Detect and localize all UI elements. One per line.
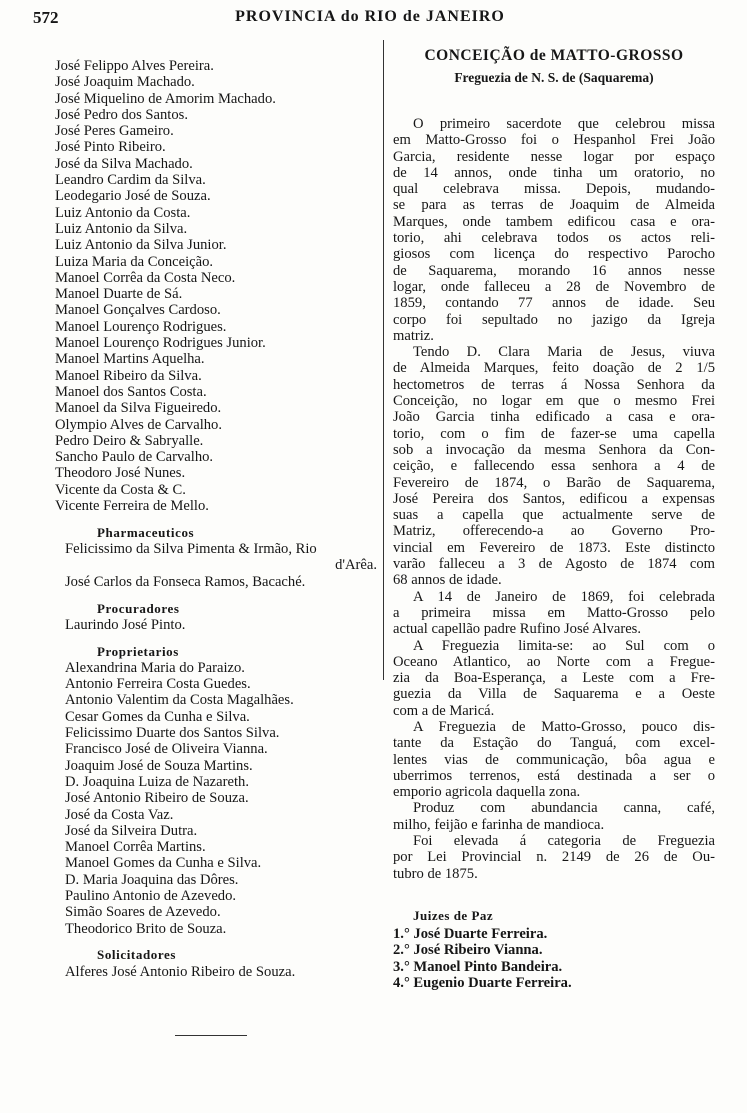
paragraph-line: torio, com o fim de fazer-se uma capella	[393, 425, 715, 442]
name-entry: Vicente Ferreira de Mello.	[55, 498, 209, 515]
list-entry: Alferes José Antonio Ribeiro de Souza.	[65, 963, 296, 980]
paragraph-line: milho, feijão e farinha de mandioca.	[393, 816, 605, 833]
name-entry: Manoel Ribeiro da Silva.	[55, 367, 202, 384]
paragraph-line: actual capellão padre Rufino José Alvares.	[393, 621, 642, 638]
section-subtitle: Freguezia de N. S. de (Saquarema)	[454, 70, 654, 85]
paragraph-line: tubro de 1875.	[393, 865, 478, 882]
name-entry: Manoel Duarte de Sá.	[55, 286, 183, 303]
paragraph-line: qual celebrava missa. Depois, mudando-	[393, 181, 715, 198]
column-divider	[383, 40, 384, 680]
paragraph-line: O primeiro sacerdote que celebrou missa	[413, 116, 715, 132]
list-entry: d'Arêa.	[335, 557, 377, 574]
paragraph-line: hectometros de terras á Nossa Senhora da	[393, 376, 715, 393]
name-entry: Manoel Gonçalves Cardoso.	[55, 302, 221, 319]
paragraph-line: a primeira missa em Matto-Grosso pelo	[393, 604, 715, 621]
list-entry: Laurindo José Pinto.	[65, 616, 186, 633]
paragraph-line: de 14 annos, onde tinha um oratorio, no	[393, 164, 715, 181]
paragraph-line: corpo foi sepultado no jazigo da Igreja	[393, 311, 715, 328]
name-entry: Olympio Alves de Carvalho.	[55, 416, 222, 433]
list-entry: D. Maria Joaquina das Dôres.	[65, 871, 239, 888]
name-entry: Leandro Cardim da Silva.	[55, 172, 206, 189]
name-entry: Manoel Martins Aquelha.	[55, 351, 205, 368]
name-entry: Vicente da Costa & C.	[55, 481, 186, 498]
paragraph-line: em Matto-Grosso foi o Hespanhol Frei João	[393, 132, 715, 149]
paragraph-line: Foi elevada á categoria de Freguezia	[413, 833, 715, 850]
section-heading: Procuradores	[97, 600, 180, 616]
paragraph-line: Oceano Atlantico, ao Norte com a Fregue-	[393, 653, 715, 670]
list-entry: Paulino Antonio de Azevedo.	[65, 888, 237, 905]
list-entry: José Carlos da Fonseca Ramos, Bacaché.	[65, 573, 306, 590]
paragraph-line: tante da Estação do Tanguá, com excel-	[393, 735, 715, 752]
list-entry: Francisco José de Oliveira Vianna.	[65, 741, 268, 758]
paragraph-line: varão falleceu a 3 de Agosto de 1874 com	[393, 556, 715, 573]
name-entry: Manoel Lourenço Rodrigues.	[55, 318, 227, 335]
juizes-heading: Juizes de Paz	[413, 907, 494, 923]
list-entry: Alexandrina Maria do Paraizo.	[65, 659, 245, 676]
name-entry: Luiz Antonio da Silva.	[55, 220, 188, 237]
paragraph-line: suas a capella que actualmente serve de	[393, 507, 715, 524]
paragraph-line: torio, ahi celebrava todos os actos reli-	[393, 230, 715, 247]
list-entry: José Antonio Ribeiro de Souza.	[65, 790, 249, 807]
paragraph-line: lentes vias de communicação, bôa agua e	[393, 751, 715, 768]
paragraph-line: Tendo D. Clara Maria de Jesus, viuva	[413, 344, 715, 361]
list-entry: José da Costa Vaz.	[65, 806, 174, 823]
juiz-entry: 2.° José Ribeiro Vianna.	[393, 942, 543, 959]
list-entry: Cesar Gomes da Cunha e Silva.	[65, 708, 250, 725]
paragraph-line: ceição, e fallecendo essa senhora a 4 de	[393, 458, 715, 475]
list-entry: Manoel Corrêa Martins.	[65, 839, 206, 856]
paragraph-line: de Almeida Marques, feito doação de 2 1/5	[393, 360, 715, 377]
right-column	[393, 48, 715, 991]
paragraph-line: Matriz, offerecendo-a ao Governo Pro-	[393, 523, 715, 540]
paragraph-line: Produz com abundancia canna, café,	[413, 800, 715, 817]
paragraph-line: matriz.	[393, 327, 434, 344]
end-rule	[175, 1035, 247, 1036]
paragraph-line: 1859, contando 77 annos de idade. Seu	[393, 295, 715, 312]
paragraph-line: zia da Boa-Esperança, a Leste com a Fre-	[393, 670, 715, 687]
name-entry: Luiza Maria da Conceição.	[55, 253, 214, 270]
paragraph-line: de Saquarema, morando 16 annos nesse	[393, 262, 715, 279]
name-entry: José Felippo Alves Pereira.	[55, 58, 214, 74]
name-entry: José Pedro dos Santos.	[55, 106, 188, 123]
name-entry: José Pinto Ribeiro.	[55, 139, 166, 156]
paragraph-line: 68 annos de idade.	[393, 572, 502, 589]
name-entry: José Peres Gameiro.	[55, 123, 174, 140]
name-entry: José Joaquim Machado.	[55, 74, 195, 91]
paragraph-line: A Freguezia limita-se: ao Sul com o	[413, 637, 715, 654]
list-entry: Joaquim José de Souza Martins.	[65, 757, 253, 774]
list-entry: Felicissimo Duarte dos Santos Silva.	[65, 725, 280, 742]
list-entry: Simão Soares de Azevedo.	[65, 904, 221, 921]
paragraph-line: se para as terras de Joaquim de Almeida	[393, 197, 715, 214]
juizes-list	[393, 926, 715, 991]
name-entry: Manoel Lourenço Rodrigues Junior.	[55, 335, 266, 352]
name-entry: Sancho Paulo de Carvalho.	[55, 449, 214, 466]
article-body	[393, 116, 715, 882]
running-title: PROVINCIA do RIO de JANEIRO	[235, 8, 505, 25]
name-entry: Theodoro José Nunes.	[55, 465, 186, 482]
list-entry: Felicissimo da Silva Pimenta & Irmão, Rio	[65, 541, 317, 558]
list-entry: José da Silveira Dutra.	[65, 822, 198, 839]
name-entry: Luiz Antonio da Costa.	[55, 204, 191, 221]
section-heading: Solicitadores	[97, 947, 177, 963]
list-entry: Theodorico Brito de Souza.	[65, 920, 227, 937]
paragraph-line: João Garcia tinha edificado a casa e ora-	[393, 409, 715, 426]
paragraph-line: com a de Maricá.	[393, 702, 495, 719]
paragraph-line: por Lei Provincial n. 2149 de 26 de Ou-	[393, 849, 715, 866]
name-entry: José da Silva Machado.	[55, 155, 193, 172]
name-entry: Leodegario José de Souza.	[55, 188, 211, 205]
paragraph-line: Fevereiro de 1874, o Barão de Saquarema,	[393, 474, 715, 491]
name-entry: Manoel Corrêa da Costa Neco.	[55, 269, 236, 286]
paragraph-line: uberrimos terrenos, está destinada a ser o	[393, 767, 715, 784]
paragraph-line: A Freguezia de Matto-Grosso, pouco dis-	[413, 718, 715, 735]
juiz-entry: 3.° Manoel Pinto Bandeira.	[393, 958, 563, 975]
name-entry: Luiz Antonio da Silva Junior.	[55, 237, 227, 254]
list-entry: Manoel Gomes da Cunha e Silva.	[65, 855, 262, 872]
list-entry: D. Joaquina Luiza de Nazareth.	[65, 773, 249, 790]
left-column	[55, 58, 377, 980]
paragraph-line: A 14 de Janeiro de 1869, foi celebrada	[413, 588, 715, 605]
juiz-entry: 4.° Eugenio Duarte Ferreira.	[393, 974, 572, 991]
paragraph-line: logar, onde falleceu a 28 de Novembro de	[393, 278, 715, 295]
juiz-entry: 1.° José Duarte Ferreira.	[393, 925, 548, 942]
name-entry: Manoel dos Santos Costa.	[55, 383, 207, 400]
section-title: CONCEIÇÃO de MATTO-GROSSO	[424, 47, 684, 64]
paragraph-line: giosos com licença do respectivo Parocho	[393, 246, 715, 263]
name-entry: Manoel da Silva Figueiredo.	[55, 400, 222, 417]
page-number: 572	[33, 8, 59, 27]
list-entry: Antonio Valentim da Costa Magalhães.	[65, 692, 294, 709]
paragraph-line: Marques, onde tambem edificou casa e ora-	[393, 213, 715, 230]
paragraph-line: emporio agricola daquella zona.	[393, 784, 581, 801]
name-entry: Pedro Deiro & Sabryalle.	[55, 432, 204, 449]
name-entry: José Miquelino de Amorim Machado.	[55, 90, 276, 107]
list-entry: Antonio Ferreira Costa Guedes.	[65, 676, 251, 693]
paragraph-line: sob a invocação da mesma Senhora da Con-	[393, 441, 715, 458]
paragraph-line: José Pereira dos Santos, edificou a expensas	[393, 490, 715, 507]
paragraph-line: vincial em Fevereiro de 1873. Este distincto	[393, 539, 715, 556]
section-heading: Pharmaceuticos	[97, 524, 195, 540]
paragraph-line: Conceição, no logar em que o mesmo Frei	[393, 393, 715, 410]
paragraph-line: guezia da Villa de Saquarema e a Oeste	[393, 686, 715, 703]
section-heading: Proprietarios	[97, 643, 179, 659]
paragraph-line: Garcia, residente nesse logar por espaço	[393, 148, 715, 165]
